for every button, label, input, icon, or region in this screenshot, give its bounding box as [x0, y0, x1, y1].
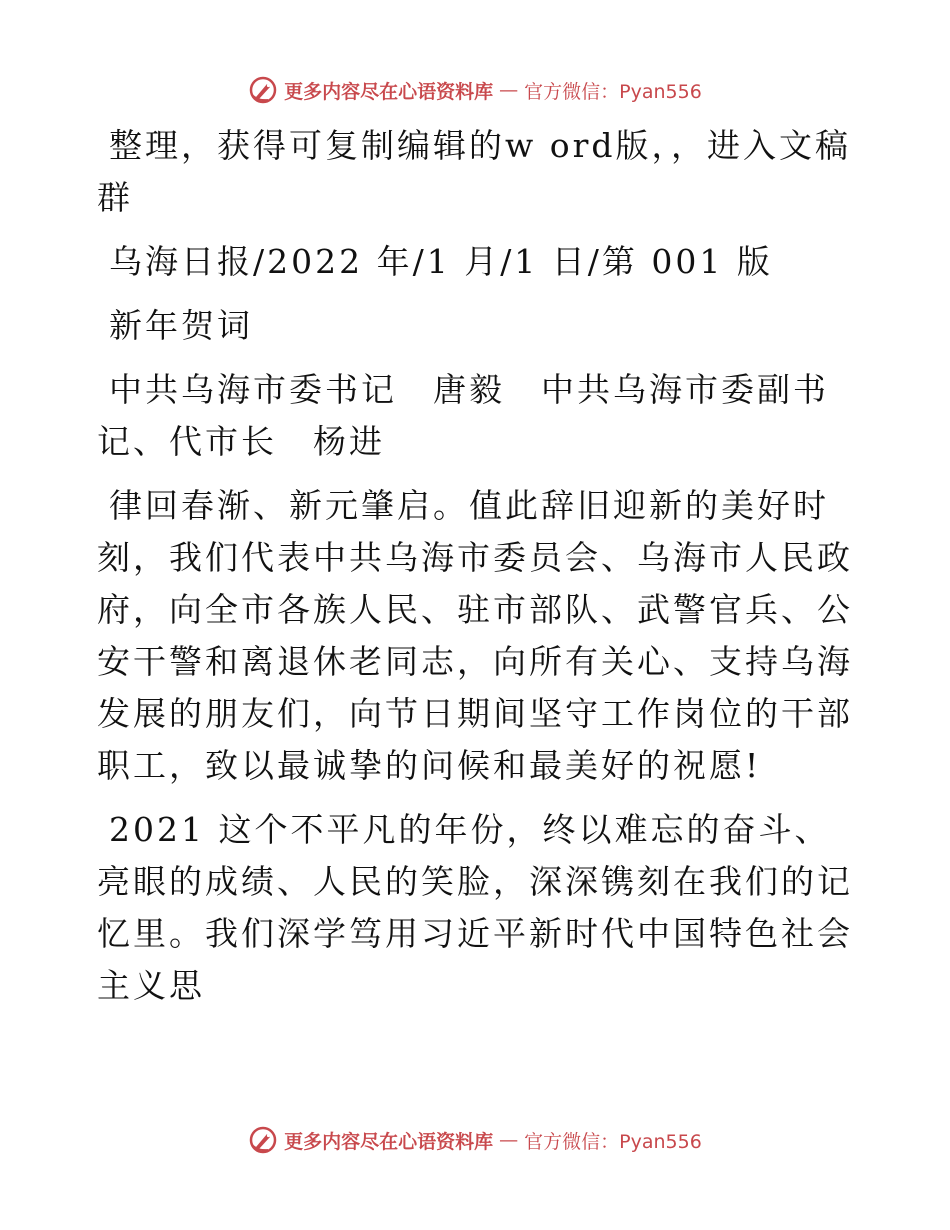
banner-separator: —	[499, 79, 519, 101]
pen-nib-logo-icon	[248, 1125, 278, 1155]
banner-separator: —	[499, 1129, 519, 1151]
banner-wechat-text: 官方微信：Pyan556	[524, 1130, 702, 1153]
banner-brand-text: 更多内容尽在心语资料库	[284, 80, 494, 103]
body-paragraph: 2021 这个不平凡的年份，终以难忘的奋斗、亮眼的成绩、人民的笑脸，深深镌刻在我们的记忆里。我们深学笃用习近平新时代中国特色社会主义思	[97, 810, 853, 1005]
article-title: 新年贺词	[109, 306, 253, 345]
banner-wechat-text: 官方微信：Pyan556	[524, 80, 702, 103]
intro-line: 整理，获得可复制编辑的w ord版，，进入文稿群	[97, 126, 852, 217]
body-paragraph: 律回春渐、新元肇启。值此辞旧迎新的美好时刻，我们代表中共乌海市委员会、乌海市人民政府，向全市各族人民、驻市部队、武警官兵、公安干警和离退休老同志，向所有关心、支持乌海发展的朋友们，向节日期间坚守工作岗位的干部职工，致以最诚挚的问候和最美好的祝愿!	[97, 486, 853, 785]
pen-nib-logo-icon	[248, 75, 278, 105]
publication-info: 乌海日报/2022 年/1 月/1 日/第 001 版	[109, 242, 773, 281]
document-body	[97, 120, 857, 1024]
article-authors: 中共乌海市委书记 唐毅 中共乌海市委副书记、代市长 杨进	[97, 370, 829, 461]
banner-brand-text: 更多内容尽在心语资料库	[284, 1130, 494, 1153]
footer-banner	[0, 1120, 950, 1160]
header-banner	[0, 70, 950, 110]
